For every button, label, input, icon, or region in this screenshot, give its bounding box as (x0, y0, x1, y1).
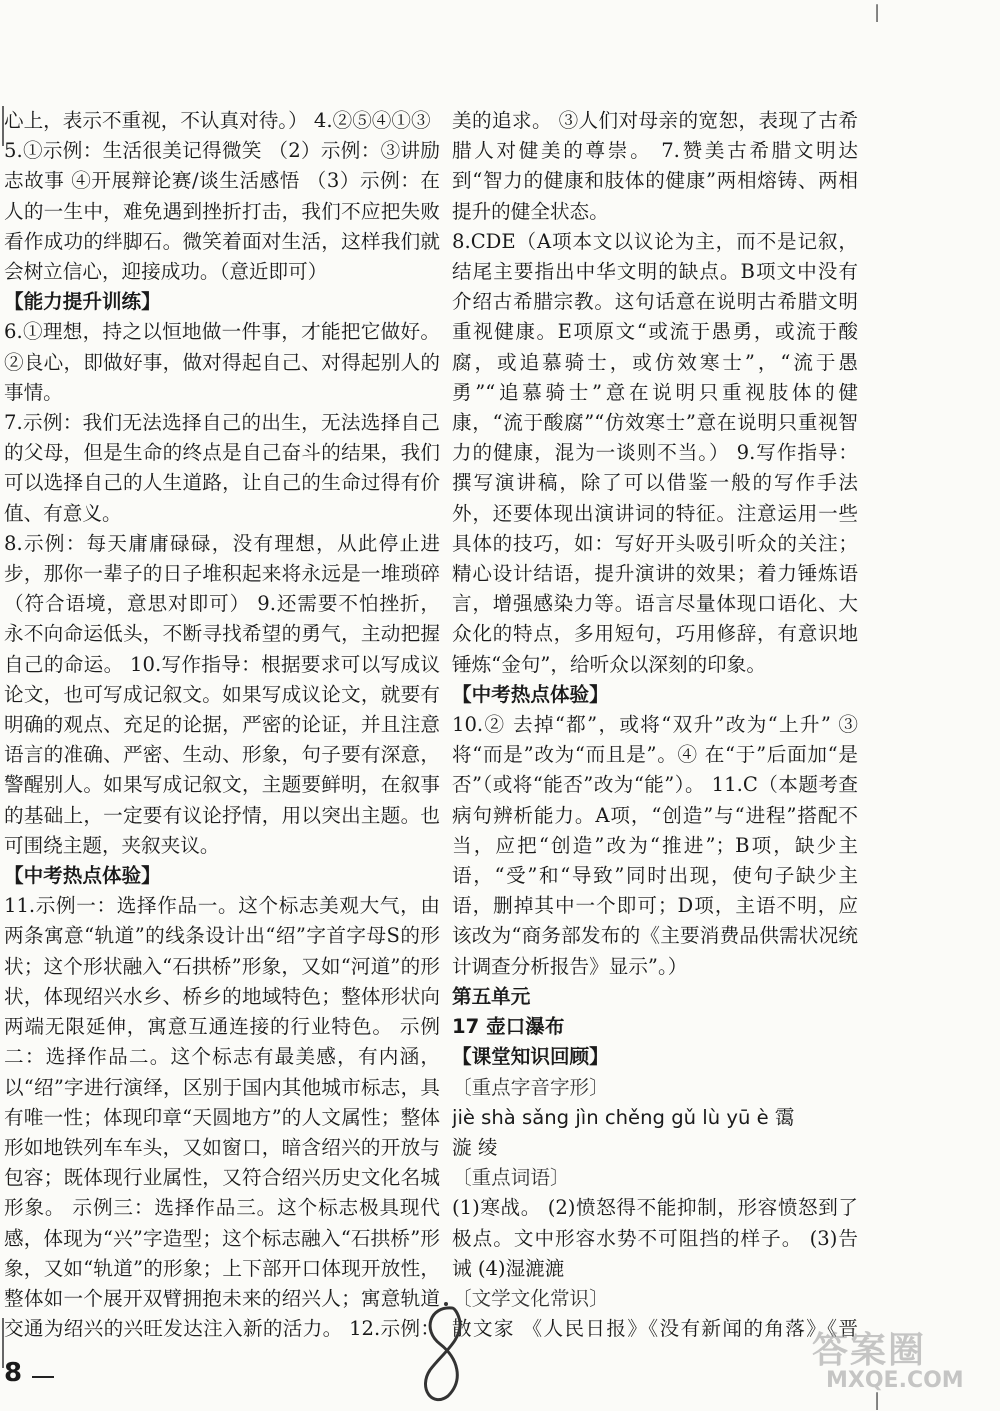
section-heading: 【课堂知识回顾】 (452, 1045, 609, 1069)
watermark-brand: 答案圈 (812, 1330, 927, 1371)
section-heading: 【中考热点体验】 (452, 682, 609, 706)
subsection-heading: 〔重点字音字形〕 (452, 1075, 609, 1099)
left-column (4, 106, 440, 1346)
answer-paragraph: 6.①理想，持之以恒地做一件事，才能把它做好。②良心，即做好事，做对得起自己、对得起别人的事情。 (4, 320, 440, 404)
subsection-heading: 〔重点词语〕 (452, 1166, 570, 1190)
answer-paragraph: 散文家 《人民日报》《没有新闻的角落》《晋 (452, 1317, 858, 1341)
handwritten-eight-mark (400, 1300, 496, 1405)
page-number: 8 (4, 1358, 23, 1388)
right-column (452, 106, 858, 1346)
watermark (812, 1322, 998, 1402)
characters-line: 漩 绫 (452, 1135, 498, 1159)
lesson-title: 17 壶口瀑布 (452, 1015, 565, 1039)
answer-paragraph: 5.①示例：生活很美记得微笑 （2）示例：③讲励志故事 ④开展辩论赛/谈生活感悟 （3）示例：在人的一生中，难免遇到挫折打击，我们不应把失败看作成功的绊脚石。微笑着面对生活，这样我们就会树立信心，迎接成功。（意近即可） (4, 139, 440, 284)
answer-paragraph: 心上，表示不重视，不认真对待。） 4.②⑤④①③ (4, 109, 431, 132)
subsection-heading: 〔文学文化常识〕 (452, 1286, 609, 1310)
answer-paragraph: 8.示例：每天庸庸碌碌，没有理想，从此停止进步，那你一辈子的日子堆积起来将永远是一堆琐碎（符合语境，意思对即可） 9.还需要不怕挫折，永不向命运低头，不断寻找希望的勇气，主动把握自己的命运。 10.写作指导：根据要求可以写成议论文，也可写成记叙文。如果写成议论文，就要有明确的观点、充足的论据，严密的论证，并且注意语言的准确、严密、生动、形象，句子要有深意，警醒别人。如果写成记叙文，主题要鲜明，在叙事的基础上，一定要有议论抒情，用以突出主题。也可围绕主题，夹叙夹议。 (4, 531, 440, 857)
section-heading: 【能力提升训练】 (4, 290, 161, 314)
margin-mark: | (874, 2, 881, 23)
pinyin-line: jiè shà sǎng jìn chěng gǔ lù yū è 霭 (452, 1105, 795, 1129)
answer-paragraph: (1)寒战。 (2)愤怒得不能抑制，形容愤怒到了极点。文中形容水势不可阻挡的样子。 (3)告诫 (4)湿漉漉 (452, 1196, 858, 1280)
answer-paragraph: 7.示例：我们无法选择自己的出生，无法选择自己的父母，但是生命的终点是自己奋斗的结果，我们可以选择自己的人生道路，让自己的生命过得有价值、有意义。 (4, 411, 440, 525)
answer-paragraph: 11.示例一：选择作品一。这个标志美观大气，由两条寓意“轨道”的线条设计出“绍”字首字母S的形状；这个形状融入“石拱桥”形象，又如“河道”的形状，体现绍兴水乡、桥乡的地域特色；整体形状向两端无限延伸，寓意互通连接的行业特色。 示例二：选择作品二。这个标志有最美感，有内涵，以“绍”字进行演绎，区别于国内其他城市标志，具有唯一性；体现印章“天圆地方”的人文属性；整体形如地铁列车车头，又如窗口，暗含绍兴的开放与包容；既体现行业属性，又符合绍兴历史文化名城形象。 示例三：选择作品三。这个标志极具现代感，体现为“兴”字造型；这个标志融入“石拱桥”形象，又如“轨道”的形象；上下部开口体现开放性，整体如一个展开双臂拥抱未来的绍兴人；寓意轨道交通为绍兴的兴旺发达注入新的活力。 12.示例： (4, 894, 440, 1341)
unit-title: 第五单元 (452, 984, 531, 1008)
page-number-rule (32, 1376, 54, 1378)
watermark-domain: MXQE.COM (826, 1368, 964, 1393)
answer-paragraph: 8.CDE（A项本文以议论为主，而不是记叙，结尾主要指出中华文明的缺点。B项文中没有介绍古希腊宗教。这句话意在说明古希腊文明重视健康。E项原文“或流于愚勇，或流于酸腐，或追慕骑士，或仿效寒士”，“流于愚勇”“追慕骑士”意在说明只重视肢体的健康，“流于酸腐”“仿效寒士”意在说明只重视智力的健康，混为一谈则不当。） 9.写作指导：撰写演讲稿，除了可以借鉴一般的写作手法外，还要体现出演讲词的特征。注意运用一些具体的技巧，如：写好开头吸引听众的关注；精心设计结语，提升演讲的效果；着力锤炼语言，增强感染力等。语言尽量体现口语化、大众化的特点，多用短句，巧用修辞，有意识地锤炼“金句”，给听众以深刻的印象。 (452, 229, 858, 676)
section-heading: 【中考热点体验】 (4, 864, 161, 888)
answer-paragraph: 10.② 去掉“都”，或将“双升”改为“上升” ③ 将“而是”改为“而且是”。④ 在“于”后面加“是否”（或将“能否”改为“能”）。 11.C（本题考查病句辨析能力。A项，“创造”与“进程”搭配不当，应把“创造”改为“推进”；B项，缺少主语，“受”和“导致”同时出现，使句子缺少主语，删掉其中一个即可；D项，主语不明，应该改为“商务部发布的《主要消费品供需状况统计调查分析报告》显示”。） (452, 713, 858, 978)
answer-paragraph: 美的追求。 ③人们对母亲的宽恕，表现了古希腊人对健美的尊崇。 7.赞美古希腊文明达到“智力的健康和肢体的健康”两相熔铸、两相提升的健全状态。 (452, 109, 858, 223)
margin-mark: | (874, 1390, 881, 1411)
